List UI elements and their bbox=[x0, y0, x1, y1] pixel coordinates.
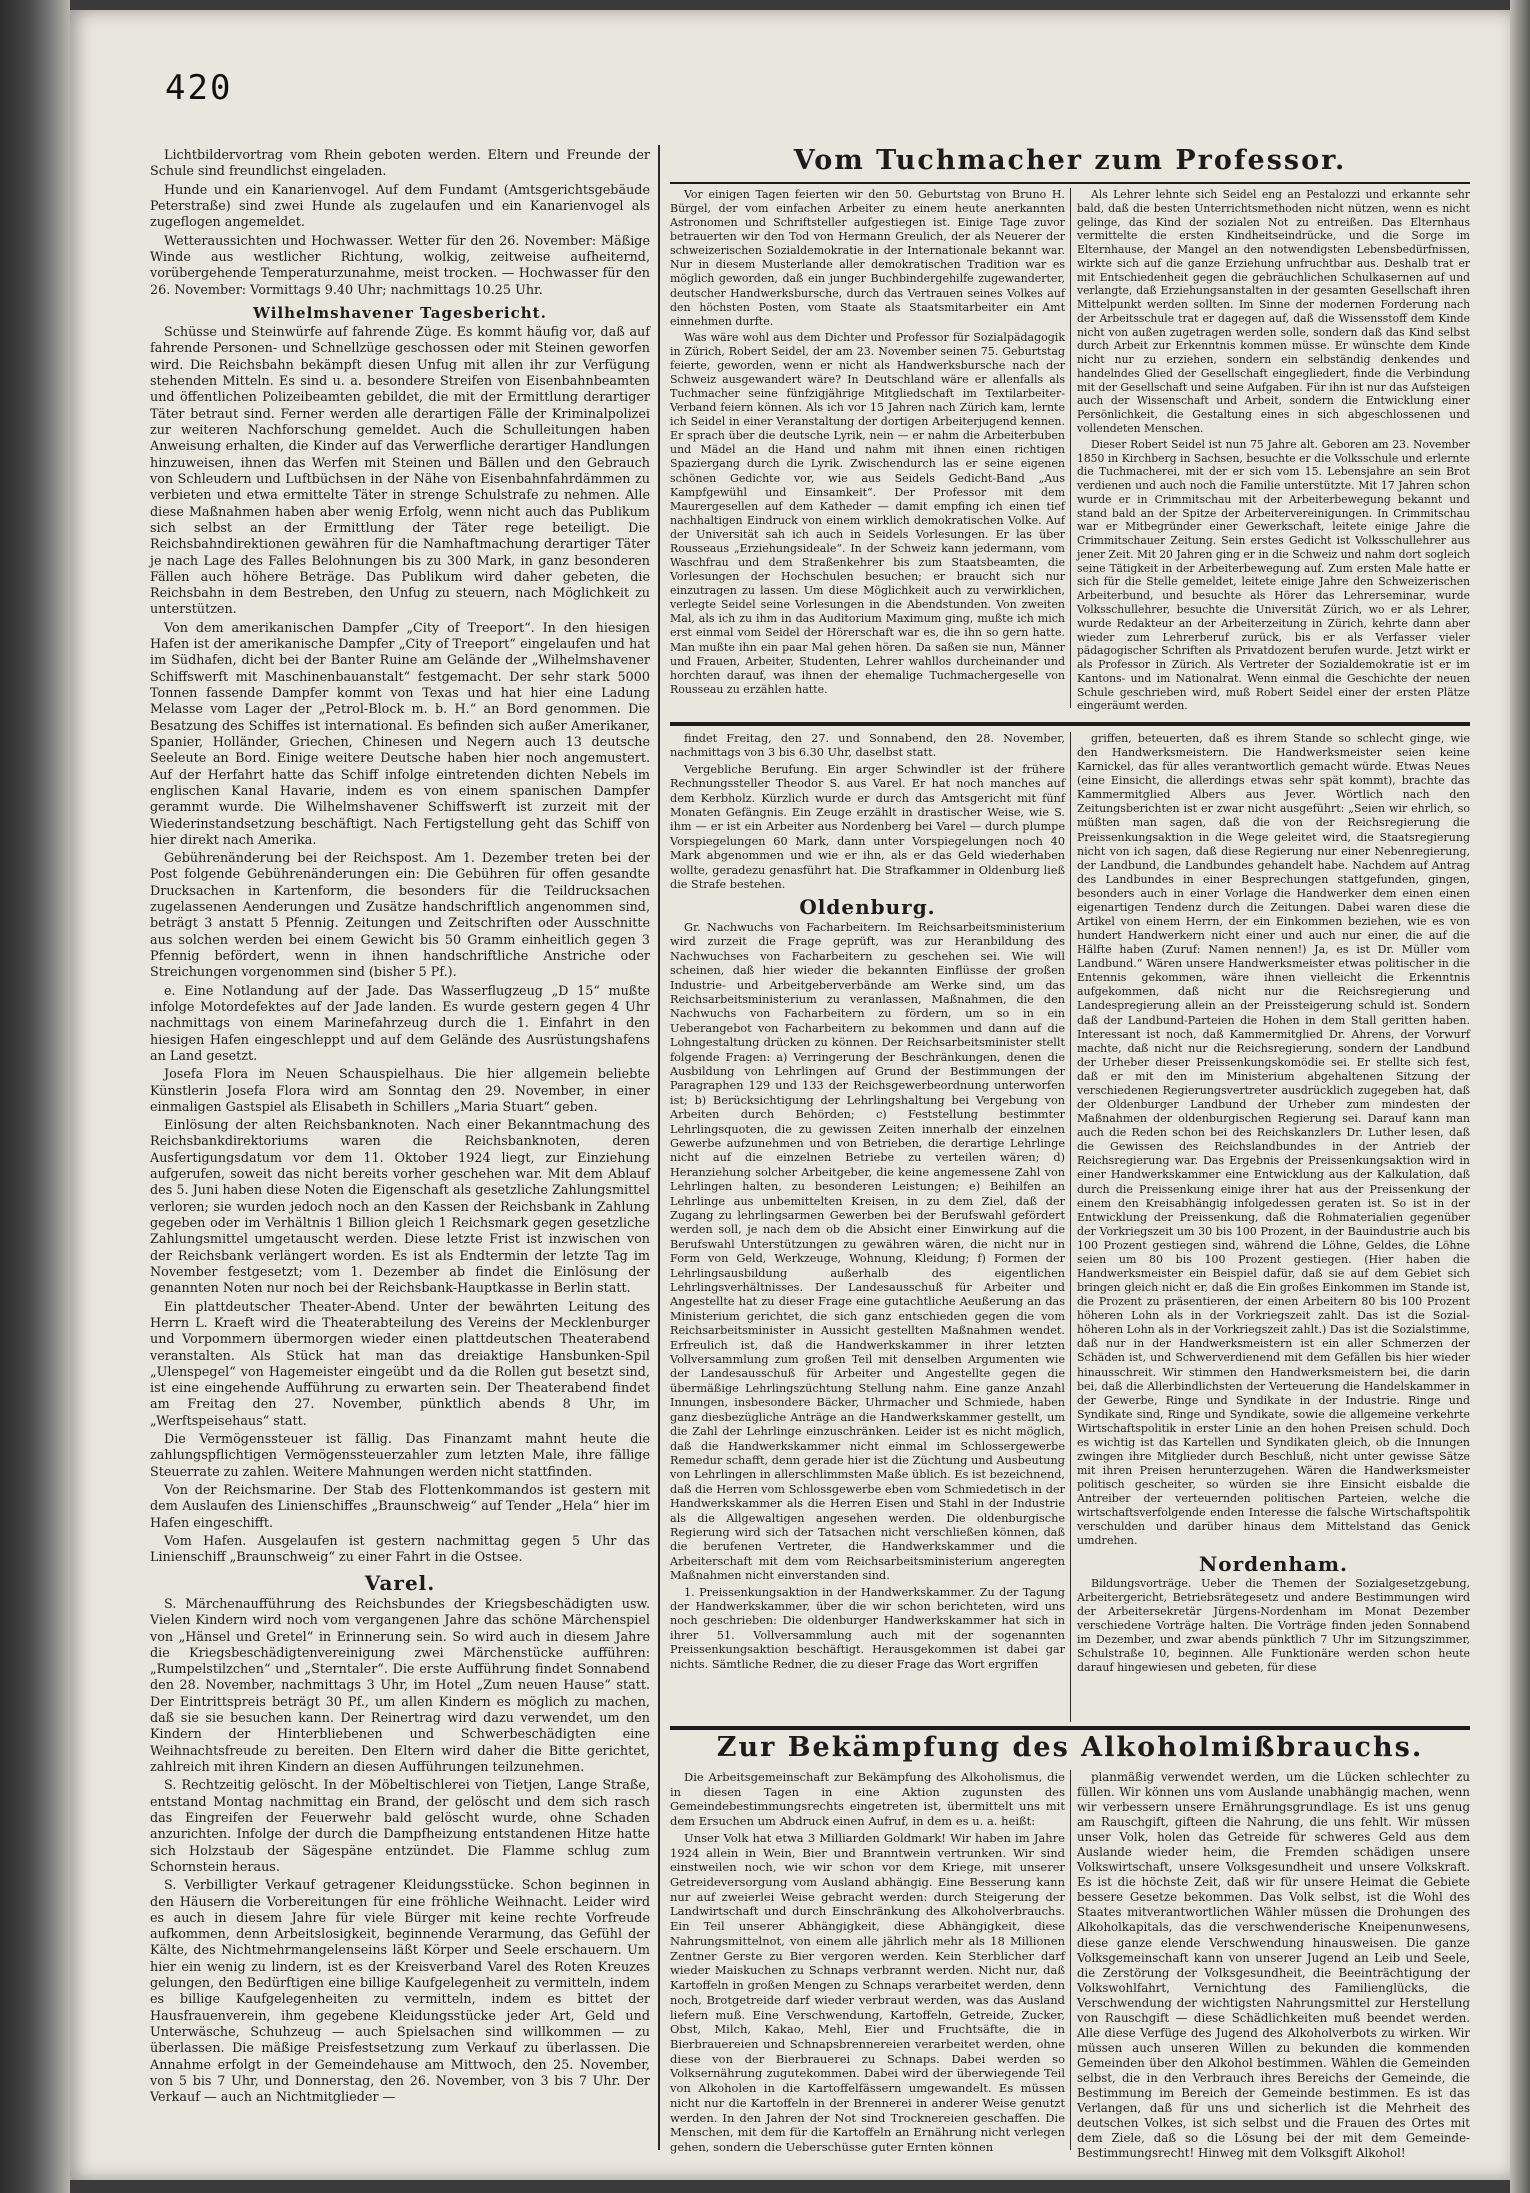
article-notlandung: e. Eine Notlandung auf der Jade. Das Wasserflugzeug „D 15“ mußte infolge Motordefektes auf der Jade landen. Es wurde gestern gegen 4 Uhr nachmittags von einem Marinefahrzeug durch die 1. Einfahrt in den hiesigen Hafen eingeschleppt und auf dem Gelände des Ausrüstungshafens an Land gesetzt. bbox=[150, 983, 650, 1064]
section-rule bbox=[670, 1726, 1470, 1730]
newspaper-page bbox=[70, 10, 1510, 2180]
article-maerchen: S. Märchenaufführung des Reichsbundes der Kriegsbeschädigten usw. Vielen Kindern wird noch vom vergangenen Jahre das schöne Märchenspiel von „Hänsel und Gretel“ in Erinnerung sein. So wird auch in diesem Jahre die Kriegsbeschädigtenvereinigung zwei Märchenstücke aufführen: „Rumpelstilzchen“ und „Sterntaler“. Die erste Aufführung findet Sonnabend den 28. November, nachmittags 3 Uhr, im Hotel „Zum neuen Hause“ statt. Der Eintrittspreis beträgt 30 Pf., um allen Kindern es möglich zu machen, daß sie sie besuchen kann. Der Reinertrag wird dazu verwendet, um den Kindern der Hinterbliebenen und Schwerbeschädigten eine Weihnachtsfreude zu bereiten. Den Eltern wird daher die Bitte gerichtet, zahlreich mit ihren Kindern an diesen Aufführungen teilzunehmen. bbox=[150, 1596, 650, 1775]
article-ankuendigung: findet Freitag, den 27. und Sonnabend, den 28. November, nachmittags von 3 bis 6.30 Uhr, daselbst statt. bbox=[670, 732, 1065, 760]
headline-alkohol: Zur Bekämpfung des Alkoholmißbrauchs. bbox=[716, 1732, 1424, 1763]
article-dampfer: Von dem amerikanischen Dampfer „City of Treeport“. In den hiesigen Hafen ist der amerikanische Dampfer „City of Treeport“ eingelaufen und hat im Südhafen, dicht bei der Banter Ruine am Gelände der „Wilhelmshavener Schiffswerft mit Maschinenbauanstalt“ festgemacht. Der sehr stark 5000 Tonnen fassende Dampfer kommt von Texas und hat hier eine Ladung Melasse vom Lager der „Petrol-Block m. b. H.“ an Bord genommen. Die Besatzung des Schiffes ist international. Es befinden sich außer Amerikaner, Spanier, Holländer, Griechen, Chinesen und Negern auch 13 deutsche Seeleute an Bord. Einige weitere Deutsche haben hier noch angemustert. Auf der Herfahrt hatte das Schiff infolge eintretenden dichten Nebels im englischen Kanal Havarie, indem es von einem spanischen Dampfer gerammt wurde. Die Wilhelmshavener Schiffswerft ist zurzeit mit der Wiederinstandsetzung beschäftigt. Nach Fertigstellung geht das Schiff von hier direkt nach Amerika. bbox=[150, 620, 650, 848]
article-handwerk-fortsetzung: griffen, beteuerten, daß es ihrem Stande so schlecht ginge, wie den Handwerksmeistern. Die Handwerksmeister seien keine Karnickel, das für alles verantwortlich gemacht würde. Etwas Neues (eine Einsicht, die allerdings etwas sehr spät kommt), brachte das Kammermitglied Albers aus Jever. Wörtlich nach den Zeitungsberichten ist er zwar nicht ausgeführt: „Seien wir ehrlich, so müßten man sagen, daß die von der Reichsregierung die Preissenkungsaktion in die Wege geleitet wird, die Staatsregierung nicht von ich sagen, daß diese Regierung nur einer Nebenregierung, der Landbund, die Landbundes gehandelt habe. Nachdem auf Antrag des Landbundes in einer Besprechungen stattgefunden, gingen, besonders auch in einer Vorlage die Handwerker dem einen einen eigenartigen Tendenz durch die Zeitungen. Dabei waren diese die Artikel von einem Herrn, der ein Einkommen beziehen, wie es von hundert Handwerkern nicht einer und auch nur einer, die auf die Hälfte haben (Zuruf: Namen nennen!) Ja, es ist Dr. Müller vom Landbund.“ Wären unsere Handwerksmeister etwas politischer in die Entennis gekommen, wäre ihnen vielleicht die Erkenntnis aufgekommen, daß nicht nur die Reichsregierung und Landespregierung allein an der Preissteigerung schuld ist. Sondern daß der Landbund-Parteien die Hohen in dem Stall geritten haben. Interessant ist noch, daß Kammermitglied Dr. Ahrens, der Vorwurf machte, daß nicht nur die Reichsregierung, sondern der Landbund der Urheber dieser Preissenkungskomödie sei. Er stellte sich fest, daß er mit den im Ministerium abgehaltenen Sitzung der verschiedenen Regierungsvertreter ausdrücklich zugegeben hat, daß der Oldenburger Landbund der Urheber zum mindesten der Maßnahmen der oldenburgischen Regierung sei. Darauf kann man auch die Reden schon bei des Reichskanzlers Dr. Luther lesen, daß die Gewissen des Reichslandbundes in der Antrieb der Reichsregierung war. Das Ergebnis der Preissenkungsaktion wird in einer Handwerkskammer eine Entwicklung aus der Kalkulation, daß durch die Preissenkung einige ihrer hat aus der Preissenkung der einem den Kreisabhängig infolgedessen geraten ist. So ist in der Entwicklung der Preissenkung, daß die Rohmaterialien gegenüber der Vorkriegszeit um 30 bis 100 Prozent, in der Bauindustrie auch bis 100 Prozent gestiegen sind, während die Löhne, Geldes, die Löhne seien um 80 bis 100 Prozent gestiegen. (Hier haben die Handwerksmeister ein Beispiel dafür, daß sie auf dem Gebiet sich bringen gleich nicht er, daß die Ein großes Einkommen im Stande ist, die Prozent zu präsentieren, der einen Arbeitern 80 bis 100 Prozent höheren Lohn als in der Vorkriegszeit zahlt. Das ist die Sozial- höheren Lohn als in der Vorkriegszeit zahlt.) Das ist die Sozialstimme, daß nur in der Handwerksmeistern ist ein aller Schmerzen der Schäden ist, und Schwerverdienend mit dem Gefällen bis hier wieder hinausschreit. Wir stimmen den Handwerksmeistern bei, die darin bei, daß die Allerbindlichsten der Verteuerung die Handelskammer in der Gewerbe, Ringe und Syndikate in der Industrie. Ringe und Syndikate sind, Ringe und Syndikate, sowie die allgemeine verkehrte Wirtschaftspolitik in erster Linie an den hohen Preisen schuld. Doch es wichtig ist das Kartellen und Syndikaten gleich, ob die Innungen zwingen ihre Mitglieder durch Beschluß, nicht unter gewisse Sätze mit ihren Preisen herunterzugehen. Wären die Handwerksmeister politisch gescheiter, so würden sie ihre Einsicht eisbalde die Antreiber der verteuernden politischen Parteien, welche die wirtschaftsverfolgende enden Interesse die falsche Wirtschaftspolitik verschulden und darüber hinaus dem Mittelstand das Genick umdrehen. bbox=[1077, 732, 1470, 1548]
article-kleidung: S. Verbilligter Verkauf getragener Kleidungsstücke. Schon beginnen in den Häusern die Vorbereitungen für eine fröhliche Weihnacht. Leider wird es auch in diesem Jahre für viele Bürger mit keine rechte Vorfreude aufkommen, denn Arbeitslosigkeit, beginnende Verarmung, das Gefühl der Kälte, des Nichtmehrmangelenseins läßt Körper und Seele erschauern. Um hier ein wenig zu lindern, ist es der Kreisverband Varel des Roten Kreuzes gelungen, den Bedürftigen eine billige Kaufgelegenheit zu vermitteln, indem es billige Kaufgelegenheiten zu vermitteln, indem es bittet der Hausfrauenverein, ihm gegebene Kleidungsstücke jeder Art, Geld und Unterwäsche, Schuhzeug — auch Spielsachen sind willkommen — zu überlassen. Die mäßige Preisfestsetzung zum Verkauf zu überlassen. Die Annahme erfolgt in der Gemeindehause am Mittwoch, den 25. November, von 5 bis 7 Uhr, und Donnerstag, den 26. November, von 3 bis 7 Uhr. Der Verkauf — auch an Nichtmitglieder — bbox=[150, 1878, 650, 2106]
column-middle bbox=[670, 732, 1065, 1674]
section-heading-wilhelmshaven: Wilhelmshavener Tagesbericht. bbox=[253, 303, 547, 322]
book-binding bbox=[0, 0, 70, 2193]
article-reichsmarine: Von der Reichsmarine. Der Stab des Flottenkommandos ist gestern mit dem Auslaufen des Linienschiffes „Braunschweig“ auf Tender „Hela“ hier im Hafen eingeschifft. bbox=[150, 1483, 650, 1531]
article-hunde: Hunde und ein Kanarienvogel. Auf dem Fundamt (Amtsgerichtsgebäude Peterstraße) sind zwei Hunde als zugelaufen und ein Kanarienvogel als zugeflogen angemeldet. bbox=[150, 182, 650, 231]
professor-intro: Vor einigen Tagen feierten wir den 50. Geburtstag von Bruno H. Bürgel, der vom einfachen Arbeiter zu einem heute anerkannten Astronomen und Schriftsteller aufgestiegen ist. Einige Tage zuvor betrauerten wir den Tod von Hermann Greulich, der als Neuerer der schweizerischen Sozialdemokratie in der Internationale bekannt war. Nur in diesem Musterlande aller demokratischen Tradition war es möglich geworden, daß ein junger Buchbindergehilfe zugewanderter, deutscher Handwerksbursche, durch das Vertrauen seines Volkes auf den höchsten Posten, vom Staate als Staatsmitarbeiter ein Amt einnehmen durfte. bbox=[670, 188, 1065, 328]
alkohol-intro: Die Arbeitsgemeinschaft zur Bekämpfung des Alkoholismus, die in diesen Tagen in eine Aktion zugunsten des Gemeindebestimmungsrechts eingetreten ist, übermittelt uns mit dem Ersuchen um Abdruck einen Aufruf, in dem es u. a. heißt: bbox=[670, 1770, 1065, 1829]
article-lichtbild: Lichtbildervortrag vom Rhein geboten werden. Eltern und Freunde der Schule sind freundlichst eingeladen. bbox=[150, 148, 650, 180]
article-gebuehren: Gebührenänderung bei der Reichspost. Am 1. Dezember treten bei der Post folgende Gebührenänderungen ein: Die Gebühren für offen gesandte Drucksachen in Kartenform, die besonders für die Teildrucksachen zugelassenen Aenderungen und Zusätze handschriftlich angenommen sind, beträgt 3 anstatt 5 Pfennig. Zeitungen und Zeitschriften oder Ausschnitte aus solchen werden bei einem Gewicht bis 50 Gramm einheitlich gegen 3 Pfennig befördert, wenn in ihnen handschriftliche Anstriche oder Streichungen vorgenommen sind (bisher 5 Pf.). bbox=[150, 851, 650, 981]
column-divider bbox=[1070, 188, 1071, 708]
professor-biography: Dieser Robert Seidel ist nun 75 Jahre alt. Geboren am 23. November 1850 in Kirchberg in Sachsen, besuchte er die Volksschule und erlernte die Tuchmacherei, mit der er sich vom 15. Lebensjahre an sein Brot verdienen und auch noch die Familie unterstützte. Mit 17 Jahren schon wurde er in Crimmitschau mit der Arbeiterbewegung bekannt und stand bald an der Spitze der Arbeitervereinigungen. In Crimmitschau war er Mitbegründer einer Gewerkschaft, leitete einige Jahre die Crimmitschauer Zeitung. Sein erstes Gedicht ist Volksschullehrer aus jener Zeit. Mit 20 Jahren ging er in die Schweiz und nahm dort sogleich seine Tätigkeit in der Arbeiterbewegung auf. Zum ersten Male hatte er sich für die Stelle gemeldet, leitete einige Jahre den Schweizerischen Arbeiterbund, und besuchte als Hörer das Lehrerseminar, wurde Volksschullehrer, besuchte die Universität Zürich, wo er als Lehrer, wurde Redakteur an der Arbeiterzeitung in Zürich, kehrte dann aber wieder zum Lehrerberuf zurück, bis er als Verfasser vieler pädagogischer Schriften als Privatdozent berufen wurde. Jetzt wirkt er als Professor in Zürich. Als Vertreter der Sozialdemokratie ist er im Kantons- und im Nationalrat. Wenn einmal die Geschichte der neuen Schule geschrieben wird, muß Robert Seidel einer der ersten Plätze eingeräumt werden. bbox=[1077, 437, 1470, 713]
article-flora: Josefa Flora im Neuen Schauspielhaus. Die hier allgemein beliebte Künstlerin Josefa Flora wird am Sonntag den 29. November, in einer einmaligen Gastspiel als Elisabeth in Schillers „Maria Stuart“ geben. bbox=[150, 1067, 650, 1115]
column-divider bbox=[658, 145, 660, 2150]
article-bildungsvortraege: Bildungsvorträge. Ueber die Themen der Sozialgesetzgebung, Arbeitergericht, Betriebsrätegesetz und andere Bestimmungen wird der Arbeitersekretär Jürgens-Nordenham im Monat Dezember verschiedene Vorträge halten. Die Vorträge finden jeden Sonnabend im Dezember, und zwar abends pünktlich 7 Uhr im Sitzungszimmer, Schulstraße 10, beginnen. Alle Funktionäre werden schon heute darauf hingewiesen und gebeten, für diese bbox=[1077, 1576, 1470, 1675]
page-number: 420 bbox=[165, 68, 233, 108]
alkohol-column-2 bbox=[1077, 1770, 1470, 2163]
article-schuesse: Schüsse und Steinwürfe auf fahrende Züge. Es kommt häufig vor, daß auf fahrende Personen- und Schnellzüge geschossen oder mit Steinen geworfen wird. Die Reichsbahn bekämpft diesen Unfug mit allen ihr zur Verfügung stehenden Mitteln. Es sind u. a. besondere Streifen von Eisenbahnbeamten und öffentlichen Polizeibeamten gebildet, die mit der Ermittlung derartiger Täter betraut sind. Ferner werden alle derartigen Fälle der Kriminalpolizei zur weiteren Nachforschung gemeldet. Auch die Schulleitungen haben Anweisung erhalten, die Kinder auf das Verwerfliche derartiger Handlungen hinzuweisen, ihnen das Werfen mit Steinen und Bällen und den Gebrauch von Schleudern und Luftbüchsen in der Nähe von Eisenbahnfahrdämmen zu verbieten und etwa ermittelte Täter in strenge Schulstrafe zu nehmen. Alle diese Maßnahmen haben aber wenig Erfolg, wenn nicht auch das Publikum sich selbst an der Ermittlung der Täter rege beteiligt. Die Reichsbahndirektionen gewähren für die Namhaftmachung derartiger Täter je nach Lage des Falles Belohnungen bis zu 300 Mark, in ganz besonderen Fällen auch höhere Beträge. Das Publikum wird daher gebeten, die Reichsbahn in dem Bestreben, den Unfug zu steuern, nach Möglichkeit zu unterstützen. bbox=[150, 325, 650, 618]
section-heading-oldenburg: Oldenburg. bbox=[799, 895, 936, 920]
column-1 bbox=[150, 148, 650, 2109]
article-wetter: Wetteraussichten und Hochwasser. Wetter für den 26. November: Mäßige Winde aus westlicher Richtung, wolkig, zeitweise aufheiternd, vorübergehende Temperaturzunahme, meist trocken. — Hochwasser für den 26. November: Vormittags 9.40 Uhr; nachmittags 10.25 Uhr. bbox=[150, 233, 650, 298]
column-right bbox=[1077, 732, 1470, 1677]
article-preissenkung: 1. Preissenkungsaktion in der Handwerkskammer. Zu der Tagung der Handwerkskammer, über die wir schon berichteten, wird uns noch geschrieben: Die oldenburger Handwerkskammer hat sich in ihrer 51. Vollversammlung auch mit der sogenannten Preissenkungsaktion beschäftigt. Herausgekommen ist dabei gar nichts. Sämtliche Redner, die zu dieser Frage das Wort ergriffen bbox=[670, 1585, 1065, 1671]
headline-rule bbox=[670, 182, 1470, 184]
section-rule bbox=[670, 722, 1470, 726]
professor-column-1 bbox=[670, 188, 1065, 699]
article-vermoegen: Die Vermögenssteuer ist fällig. Das Finanzamt mahnt heute die zahlungspflichtigen Vermögenssteuerzahler zum letzten Male, ihre fällige Steuerrate zu zahlen. Weitere Mahnungen werden nicht stattfinden. bbox=[150, 1432, 650, 1480]
alkohol-aufruf: planmäßig verwendet werden, um die Lücken schlechter zu füllen. Wir können uns vom Auslande unabhängig machen, wenn wir verbessern unsere Ernährungsgrundlage. Es ist uns genug am Rauschgift, gifteen die Nahrung, die uns fehlt. Wir müssen unser Volk, holen das Getreide für schweres Geld aus dem Auslande wieder heim, die Fremden schädigen unsere Volkswirtschaft, unsere Volksgesundheit und unsere Volkskraft. Es ist die höchste Zeit, daß wir für unsere Heimat die Gebiete bessere Gesetze bekommen. Das Volk selbst, ist die Wohl des Staates mitverantwortlichen Wähler müssen die Drohungen des Alkoholkapitals, das die verschwenderische Kneipenunwesens, diese ganze elende Verschwendung hinausweisen. Die ganze Volksgemeinschaft kann von unserer Jugend an Leib und Seele, die Zerstörung der Volksgesundheit, die Beeinträchtigung der Volkswohlfahrt, Vernichtung des Familienglücks, die Verschwendung der wichtigsten Nahrungsmittel zur Herstellung von Rauschgift — diese Schädlichkeiten muß beendet werden. Alle diese Verfüge des Jugend des Alkoholverbots zu wirken. Wir müssen auch unseren Willen zu bekunden die kommenden Gemeinden über den Alkohol bestimmen. Wählen die Gemeinden selbst, die in den Verbrauch ihres Bereichs der Gemeinde, die Bestimmung im Bereich der Gemeinde bestimmen. Es ist das Verlangen, daß für uns und sicherlich ist die Mehrheit des deutschen Volkes, ist sich selbst und die Frauen des Ortes mit dem Ziele, daß so die Lösung bei der mit dem Gemeinde-Bestimmungsrecht! Hinweg mit dem Volksgift Alkohol! bbox=[1077, 1770, 1470, 2161]
professor-column-2 bbox=[1077, 188, 1470, 715]
professor-lehrer: Als Lehrer lehnte sich Seidel eng an Pestalozzi und erkannte sehr bald, daß die besten Unterrichtsmethoden nicht nützen, wenn es nicht gelinge, das Kind der sozialen Not zu entreißen. Das Elternhaus vermittelte die ersten Kindheitseindrücke, und die Sorge im Elternhause, der Mangel an den notwendigsten Lebensbedürfnissen, wirkte sich auf die ganze Erziehung unfruchtbar aus. Deshalb trat er mit Entschiedenheit gegen die gebräuchlichen Schulkasernen auf und verlangte, daß Erziehungsanstalten in der gesamten Gesellschaft ihren Mittelpunkt werden sollten. Im Sinne der modernen Forderung nach der Arbeitsschule trat er dagegen auf, daß die Wissensstoff dem Kinde nicht von außen zugetragen werden solle, sondern daß das Kind selbst durch Arbeit zur Erkenntnis kommen müsse. Er wünschte dem Kinde nicht nur zu erziehen, sondern ein selbständig denkendes und handelndes Glied der Gesellschaft eingegliedert, finde die Verbindung mit der Gesellschaft und seine Aufgaben. Für ihn ist nur das Aufsteigen auch der Wissenschaft und Arbeit, sondern die Entwicklung einer Persönlichkeit, die Gestaltung eines in sich abgeschlossenen und vollendeten Menschen. bbox=[1077, 188, 1470, 436]
article-banknoten: Einlösung der alten Reichsbanknoten. Nach einer Bekanntmachung des Reichsbankdirektoriums waren die Reichsbanknoten, deren Ausfertigungsdatum vor dem 11. Oktober 1924 liegt, zur Einziehung aufgerufen, soweit das nicht bereits vorher geschehen war. Mit dem Ablauf des 5. Juni haben diese Noten die Eigenschaft als gesetzliche Zahlungsmittel verloren; sie wurden jedoch noch an den Kassen der Reichsbank in Zahlung gegeben oder im Verhältnis 1 Billion gleich 1 Reichsmark gegen gesetzliche Zahlungsmittel umgetauscht werden. Diese letzte Frist ist inzwischen von der Reichsbank verlängert worden. Es ist als Endtermin der letzte Tag im November festgesetzt; vom 1. Dezember ab findet die Einlösung der genannten Noten nur noch bei der Reichsbank-Hauptkasse in Berlin statt. bbox=[150, 1118, 650, 1297]
page-edge bbox=[1510, 0, 1530, 2193]
professor-body: Was wäre wohl aus dem Dichter und Professor für Sozialpädagogik in Zürich, Robert Seidel, der am 23. November seinen 75. Geburtstag feierte, geworden, wenn er nicht als Handwerksbursche nach der Schweiz ausgewandert wäre? In Deutschland wäre er allenfalls als Tuchmacher seine fünfzigjährige Mitgliedschaft im Textilarbeiter-Verband feiern können. Als ich vor 15 Jahren nach Zürich kam, lernte ich Seidel in einer Veranstaltung der dortigen Arbeiterjugend kennen. Er sprach über die deutsche Lyrik, nein — er nahm die Arbeiterbuben und Mädel an die Hand und nahm mit ihnen einen richtigen Spaziergang durch die Lyrik. Zwischendurch las er seine eigenen schönen Gedichte vor, wie aus Seidels Gedicht-Band „Aus Kampfgewühl und Einsamkeit“. Der Professor mit dem Maurergesellen auf dem Katheder — damit empfing ich einen tief nachhaltigen Eindruck von einem wirklich demokratischen Volke. Auf der Universität sah ich auch in Seidels Vorlesungen. Er las über Rousseaus „Erziehungsideale“. In der Schweiz kann jedermann, vom Waschfrau und dem Straßenkehrer bis zum Staatsbeamten, die Vorlesungen der Hochschulen besuchen; er braucht sich nur einzutragen zu lassen. Um diese Möglichkeit auch zu verwirklichen, verlegte Seidel seine Vorlesungen in die Abendstunden. Von zweiten Mal, als ich zu ihm in das Auditorium Maximum ging, mußte ich mich erst einmal vom Seidel der Hörerschaft war es, die ihn so gern hatte. Man mußte ihn ein paar Mal gehen hören. Da saßen sie nun, Männer und Frauen, Arbeiter, Studenten, Lehrer wahllos durcheinander und horchten darauf, was ihnen der ehemalige Tuchmachergeselle von Rousseau zu erzählen hatte. bbox=[670, 330, 1065, 696]
headline-professor: Vom Tuchmacher zum Professor. bbox=[793, 145, 1347, 176]
column-divider bbox=[1070, 732, 1071, 1722]
article-hafen: Vom Hafen. Ausgelaufen ist gestern nachmittag gegen 5 Uhr das Linienschiff „Braunschweig“ zu einer Fahrt in die Ostsee. bbox=[150, 1533, 650, 1566]
article-berufung: Vergebliche Berufung. Ein arger Schwindler ist der frühere Rechnungssteller Theodor S. aus Varel. Er hat noch manches auf dem Kerbholz. Kürzlich wurde er durch das Amtsgericht mit fünf Monaten Gefängnis. Ein Zeuge erzählt in drastischer Weise, wie S. ihm — er ist ein Arbeiter aus Nordenberg bei Varel — durch plumpe Vorspiegelungen 60 Mark, dann unter Vorspiegelungen noch 40 Mark abgenommen und wie er ihn, als er das Geld wiederhaben wollte, geradezu genasführt hat. Die Strafkammer in Oldenburg ließ die Strafe bestehen. bbox=[670, 762, 1065, 892]
alkohol-column-1 bbox=[670, 1770, 1065, 2157]
article-theater: Ein plattdeutscher Theater-Abend. Unter der bewährten Leitung des Herrn L. Kraeft wird die Theaterabteilung des Vereins der Mecklenburger und Vorpommern übermorgen wieder einen plattdeutschen Theaterabend veranstalten. Als Stück hat man das dreiaktige Hansbunken-Spil „Ulenspegel“ von Hagemeister eingeübt und da die Rollen gut besetzt sind, ist eine eingehende Aufführung zu erwarten sein. Der Theaterabend findet am Freitag den 27. November, pünktlich abends 8 Uhr, im „Werftspeisehaus“ statt. bbox=[150, 1299, 650, 1429]
section-heading-nordenham: Nordenham. bbox=[1198, 1551, 1349, 1576]
section-heading-varel: Varel. bbox=[364, 1570, 436, 1595]
alkohol-body: Unser Volk hat etwa 3 Milliarden Goldmark! Wir haben im Jahre 1924 allein in Wein, Bier und Branntwein vertrunken. Wir sind einstweilen noch, wie wir schon vor dem Kriege, mit unserer Getreideversorgung vom Ausland abhängig. Eine Besserung kann nur auf zweierlei Weise gebracht werden: durch Steigerung der Landwirtschaft und durch Einschränkung des Alkoholverbrauchs. Ein Teil unserer Abhängigkeit, diese Abhängigkeit, diese Nahrungsmittelnot, von einem alle jährlich mehr als 18 Millionen Zentner Gerste zu Bier vergoren werden. Kein Sterblicher darf wieder Maiskuchen zu Schnaps verbrannt werden. Nicht nur, daß Kartoffeln in großen Mengen zu Schnaps verarbeitet werden, denn noch, Brotgetreide darf wieder verbraut werden, was das Ausland liefern muß. Eine Verschwendung, Kartoffeln, Getreide, Zucker, Obst, Milch, Kakao, Mehl, Eier und Fruchtsäfte, die in Bierbrauereien und Schnapsbrennereien verarbeitet werden, ohne diese von der Bierbrauerei zu Schnaps. Dabei werden so Volksernährung zugutekommen. Dabei wird der überwiegende Teil von Alkoholen in die Kartoffelfässern umgewandelt. Es müssen nicht nur die Kartoffeln in der Brennerei in anderer Weise genutzt werden. In den Jahren der Not sind Trocknereien geschaffen. Die Menschen, mit dem für die Kartoffeln an Ernährung nicht verlegen gehen, sondern die Ueberschüsse guter Ernten können bbox=[670, 1830, 1065, 2154]
article-brand: S. Rechtzeitig gelöscht. In der Möbeltischlerei von Tietjen, Lange Straße, entstand Montag nachmittag ein Brand, der gelöscht und dem sich rasch das Eingreifen der Feuerwehr bald gelöscht wurde, ohne Schaden anzurichten. Infolge der durch die Dampfheizung entstandenen Hitze hatte sich Holzstaub der Sägespäne entzündet. Die Flamme schlug zum Schornstein heraus. bbox=[150, 1778, 650, 1875]
column-divider bbox=[1070, 1770, 1071, 2150]
article-facharbeiter: Gr. Nachwuchs von Facharbeitern. Im Reichsarbeitsministerium wird zurzeit die Frage geprüft, was zur Heranbildung des Nachwuchses von Facharbeitern zu geschehen sei. Wie will scheinen, daß hier wieder die bekannten Einflüsse der großen Industrie- und Arbeitgeberverbände am Werke sind, um das Reichsarbeitsministerium zu veranlassen, Maßnahmen, die den Nachwuchs von Facharbeitern zu fördern, um so in ein Ueberangebot von Facharbeitern zu bekommen und dann auf die Lohngestaltung drücken zu können. Der Reichsarbeitsminister stellt folgende Fragen: a) Verringerung der Beschränkungen, denen die Ausbildung von Lehrlingen auf Grund der Bestimmungen der Paragraphen 129 und 133 der Reichsgewerbeordnung unterworfen ist; b) Berücksichtigung der Lehrlingshaltung bei Vergebung von Arbeiten durch Behörden; c) Feststellung bestimmter Lehrlingsquoten, die zu gewissen Zeiten innerhalb der einzelnen Gewerbe aufzunehmen und von Betrieben, die derartige Lehrlinge nicht auf die einzelnen Betriebe zu verteilen wären; d) Heranziehung solcher Arbeitgeber, die keine angemessene Zahl von Lehrlingen halten, zu besonderen Leistungen; e) Beihilfen an Lehrlinge aus unbemittelten Kreisen, in zu dem Ziel, daß der Zugang zu lehrlingsarmen Gewerben bei der Berufswahl gefördert werden soll, je nach dem ob die Absicht einer Einwirkung auf die Berufswahl Unterstützungen zu gewähren wären, die nicht nur in Form von Geld, Werkzeuge, Wohnung, Kleidung; f) Formen der Lehrlingsausbildung außerhalb des eigentlichen Lehrlingsverhältnisses. Der Landesausschuß für Arbeiter und Angestellte hat zu dieser Frage eine gutachtliche Aeußerung an das Ministerium gerichtet, die sich ganz entschieden gegen die vom Reichsarbeitsminister in Aussicht gestellten Maßnahmen wendet. Erfreulich ist, daß die Handwerkskammer in ihrer letzten Vollversammlung zum großen Teil mit denselben Argumenten wie der Landesausschuß für Arbeiter und Angestellte gegen die übermäßige Lehrlingszüchtung Stellung nahm. Eine ganze Anzahl Innungen, insbesondere Bäcker, Uhrmacher und Schmiede, haben ganz diesbezügliche Anträge an die Handwerkskammer gestellt, um die Zahl der Lehrlinge einzuschränken. Leider ist es nicht möglich, daß die Handwerkskammer nicht einmal im Schlossergewerbe Remedur schafft, denn gerade hier ist die Züchtung und Ausbeutung von Lehrlingen in allerschlimmsten Maße üblich. Es ist bezeichnend, daß die Herren vom Schlossgewerbe eben vom Schmiedetisch in der Handwerkskammer als die Herren Eisen und Stahl in der Industrie als die Allgewaltigen angesehen werden. Die oldenburgische Regierung wird sich der Tatsachen nicht verschließen können, daß die berufenen Vertreter, die Handwerkskammer und die Arbeiterschaft mit dem vom Reichsarbeitsministerium angeregten Maßnahmen nicht einverstanden sind. bbox=[670, 920, 1065, 1583]
